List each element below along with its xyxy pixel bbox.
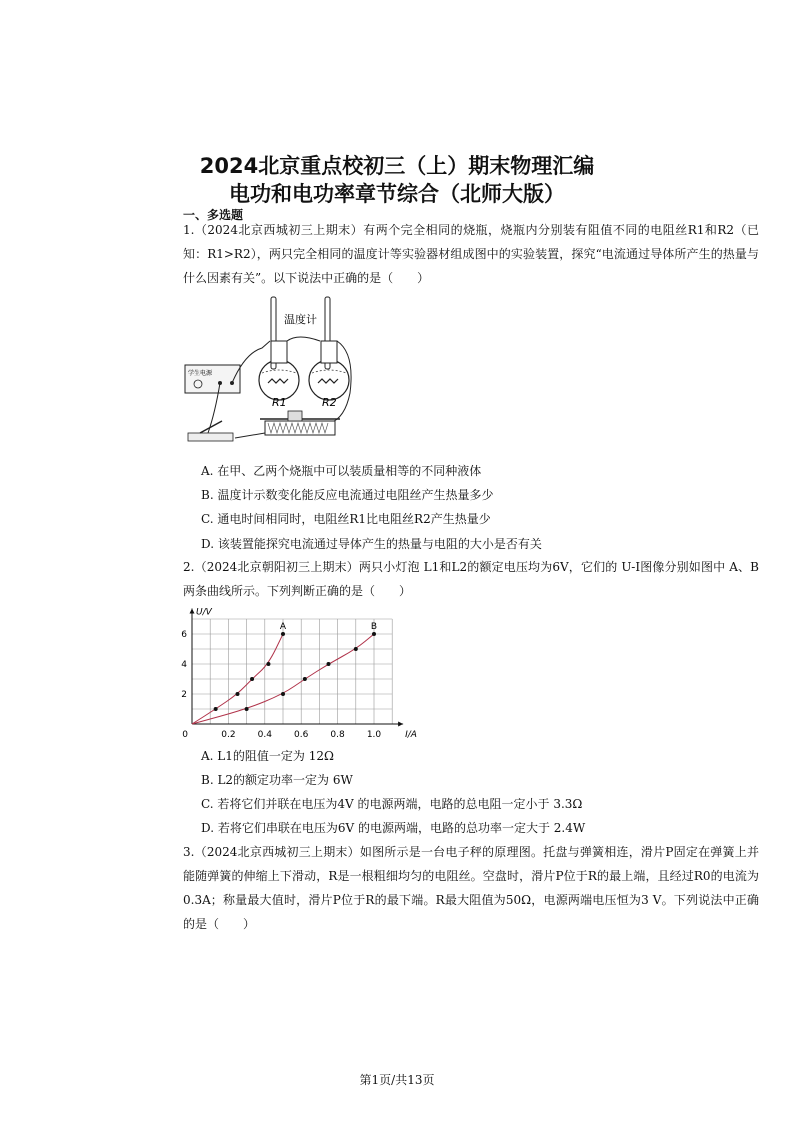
x-tick-label: 0.4 — [257, 730, 272, 740]
page-subtitle: 电功和电功率章节综合（北师大版） — [229, 182, 565, 206]
data-point-B — [354, 647, 358, 651]
ui-chart — [180, 602, 417, 747]
y-tick-label: 4 — [181, 660, 187, 670]
page-title: 2024北京重点校初三（上）期末物理汇编 — [199, 154, 595, 178]
data-point-A — [250, 677, 254, 681]
data-point-B — [245, 707, 249, 711]
thermometer-label: 温度计 — [284, 313, 317, 326]
question-2-text: 2.（2024北京朝阳初三上期末）两只小灯泡 L1和L2的额定电压均为6V，它们的 U-I图像分别如图中 A、B 两条曲线所示。下列判断正确的是（ ） — [183, 560, 759, 598]
page-footer: 第1页/共13页 — [359, 1073, 435, 1087]
x-tick-label: 0.6 — [294, 730, 309, 740]
question-1-figure — [180, 293, 360, 453]
x-axis-label: I/A — [405, 730, 417, 740]
r2-label: R2 — [322, 396, 337, 409]
x-tick-label: 0.8 — [330, 730, 345, 740]
q2-option-d: D. 若将它们串联在电压为6V 的电源两端，电路的总功率一定大于 2.4W — [201, 821, 586, 835]
q2-option-c: C. 若将它们并联在电压为4V 的电源两端，电路的总电阻一定小于 3.3Ω — [201, 797, 583, 811]
origin-label: 0 — [182, 730, 188, 740]
data-point-B — [327, 662, 331, 666]
series-label-B: B — [370, 622, 378, 632]
series-label-A: A — [279, 622, 287, 632]
data-point-A — [281, 632, 285, 636]
y-tick-label: 2 — [181, 690, 187, 700]
x-tick-label: 1.0 — [366, 730, 382, 740]
section-heading: 一、多选题 — [183, 208, 244, 222]
q1-option-d: D. 该装置能探究电流通过导体产生的热量与电阻的大小是否有关 — [201, 537, 542, 551]
x-tick-label: 0.2 — [221, 730, 236, 740]
power-supply-label: 学生电源 — [188, 370, 213, 377]
data-point-B — [303, 677, 307, 681]
question-1-text: 1.（2024北京西城初三上期末）有两个完全相同的烧瓶，烧瓶内分别装有阻值不同的电阻丝R1和R2（已知：R1>R2），两只完全相同的温度计等实验器材组成图中的实验装置，探究“电流通过导体所产生的热量与什么因素有关”。以下说法中正确的是（ ） — [183, 223, 759, 285]
data-point-A — [236, 692, 240, 696]
data-point-A — [214, 707, 218, 711]
y-tick-label: 6 — [181, 630, 187, 640]
q1-option-c: C. 通电时间相同时，电阻丝R1比电阻丝R2产生热量少 — [201, 512, 491, 526]
q2-option-b: B. L2的额定功率一定为 6W — [201, 773, 353, 787]
q2-option-a: A. L1的阻值一定为 12Ω — [201, 749, 334, 763]
data-point-B — [281, 692, 285, 696]
x-axis-arrow — [398, 722, 403, 727]
q1-option-a: A. 在甲、乙两个烧瓶中可以装质量相等的不同种液体 — [201, 464, 482, 478]
r1-label: R1 — [272, 396, 287, 409]
y-axis-arrow — [190, 609, 195, 614]
data-point-A — [266, 662, 270, 666]
question-3-text: 3.（2024北京西城初三上期末）如图所示是一台电子秤的原理图。托盘与弹簧相连，滑片P固定在弹簧上并能随弹簧的伸缩上下滑动，R是一根粗细均匀的电阻丝。空盘时，滑片P位于R的最上端，且经过R0的电流为0.3A；称量最大值时，滑片P位于R的最下端。R最大阻值为50Ω，电源两端电压恒为3 V。下列说法中正确的是（ ） — [183, 845, 759, 931]
data-point-B — [372, 632, 376, 636]
q1-option-b: B. 温度计示数变化能反应电流通过电阻丝产生热量多少 — [201, 488, 494, 502]
y-axis-label: U/V — [196, 607, 212, 618]
